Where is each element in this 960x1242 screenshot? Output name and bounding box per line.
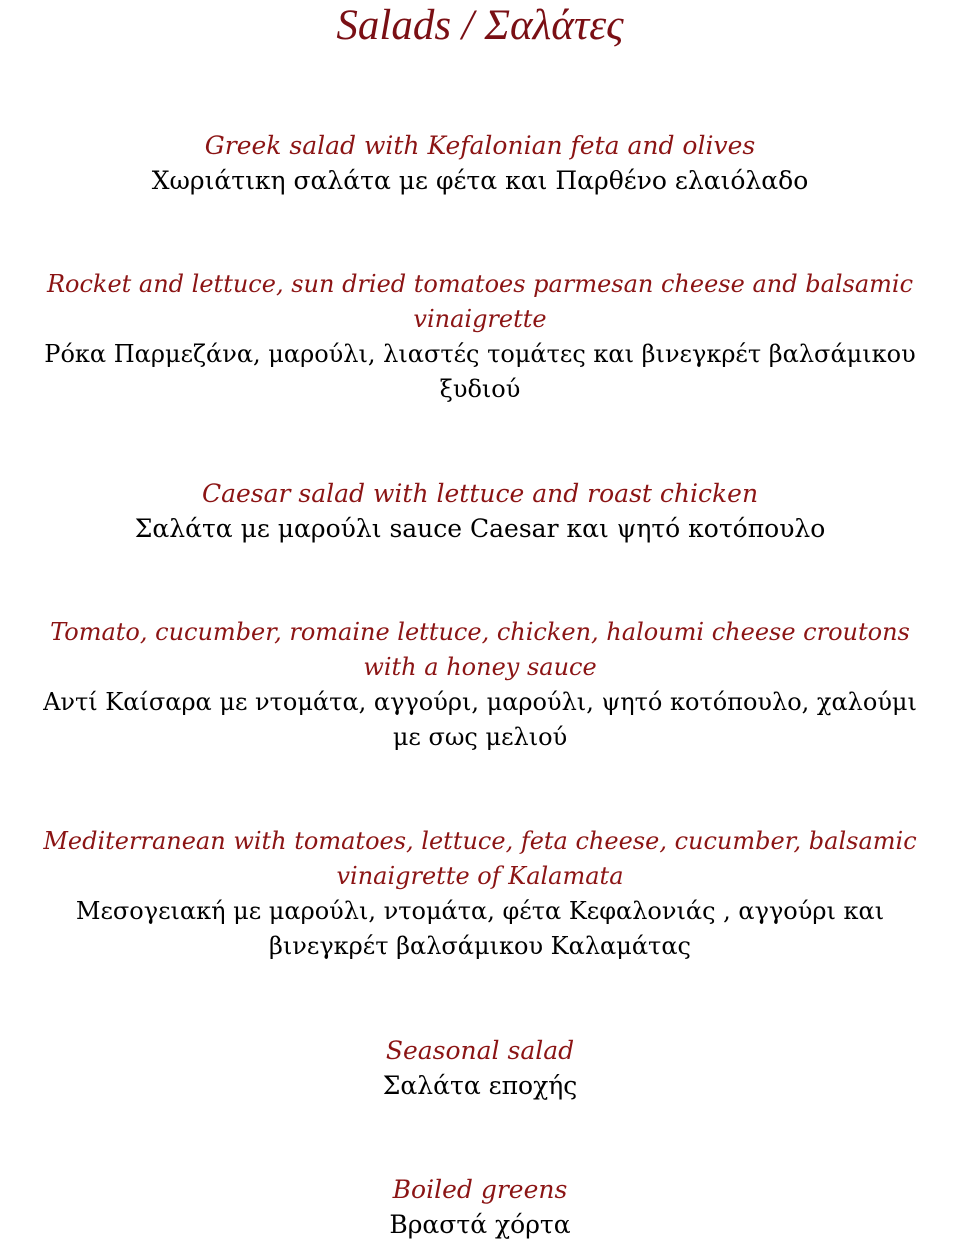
item-greek-line: με σως μελιού bbox=[392, 723, 568, 751]
menu-item-caesar-salad bbox=[0, 476, 960, 546]
item-greek-line: Αντί Καίσαρα με ντομάτα, αγγούρι, μαρούλι, ψητό κοτόπουλο, χαλούμι bbox=[43, 688, 917, 716]
item-english-line: Boiled greens bbox=[392, 1175, 568, 1204]
menu-item-mediterranean bbox=[0, 824, 960, 964]
item-greek-line: Σαλάτα εποχής bbox=[382, 1071, 578, 1100]
item-greek-line: ξυδιού bbox=[439, 375, 521, 403]
item-english-line: vinaigrette bbox=[413, 305, 547, 333]
menu-item-rocket-lettuce bbox=[0, 267, 960, 407]
item-english-line: with a honey sauce bbox=[363, 653, 597, 681]
item-english-line: Seasonal salad bbox=[385, 1036, 575, 1065]
item-greek-line: Βραστά χόρτα bbox=[389, 1210, 571, 1239]
item-greek-line: Χωριάτικη σαλάτα με φέτα και Παρθένο ελαιόλαδο bbox=[151, 166, 809, 195]
menu-item-seasonal-salad bbox=[0, 1033, 960, 1103]
menu-item-boiled-greens bbox=[0, 1172, 960, 1242]
item-greek-line: Σαλάτα με μαρούλι sauce Caesar και ψητό κοτόπουλο bbox=[134, 514, 826, 543]
item-english-line: Mediterranean with tomatoes, lettuce, feta cheese, cucumber, balsamic bbox=[43, 827, 917, 855]
item-greek-line: Μεσογειακή με μαρούλι, ντομάτα, φέτα Κεφαλονιάς , αγγούρι και bbox=[75, 897, 885, 925]
menu-item-greek-salad bbox=[0, 128, 960, 198]
item-greek-line: Ρόκα Παρμεζάνα, μαρούλι, λιαστές τομάτες και βινεγκρέτ βαλσάμικου bbox=[44, 340, 916, 368]
menu-item-tomato-cucumber-chicken bbox=[0, 615, 960, 755]
item-english-line: Greek salad with Kefalonian feta and olives bbox=[204, 131, 756, 160]
menu-title: Salads / Σαλάτες bbox=[336, 2, 624, 49]
item-english-line: Rocket and lettuce, sun dried tomatoes parmesan cheese and balsamic bbox=[46, 270, 914, 298]
item-english-line: Caesar salad with lettuce and roast chicken bbox=[201, 479, 759, 508]
item-english-line: vinaigrette of Kalamata bbox=[336, 862, 624, 890]
item-english-line: Tomato, cucumber, romaine lettuce, chicken, haloumi cheese croutons bbox=[50, 618, 910, 646]
item-greek-line: βινεγκρέτ βαλσάμικου Καλαμάτας bbox=[269, 932, 691, 960]
